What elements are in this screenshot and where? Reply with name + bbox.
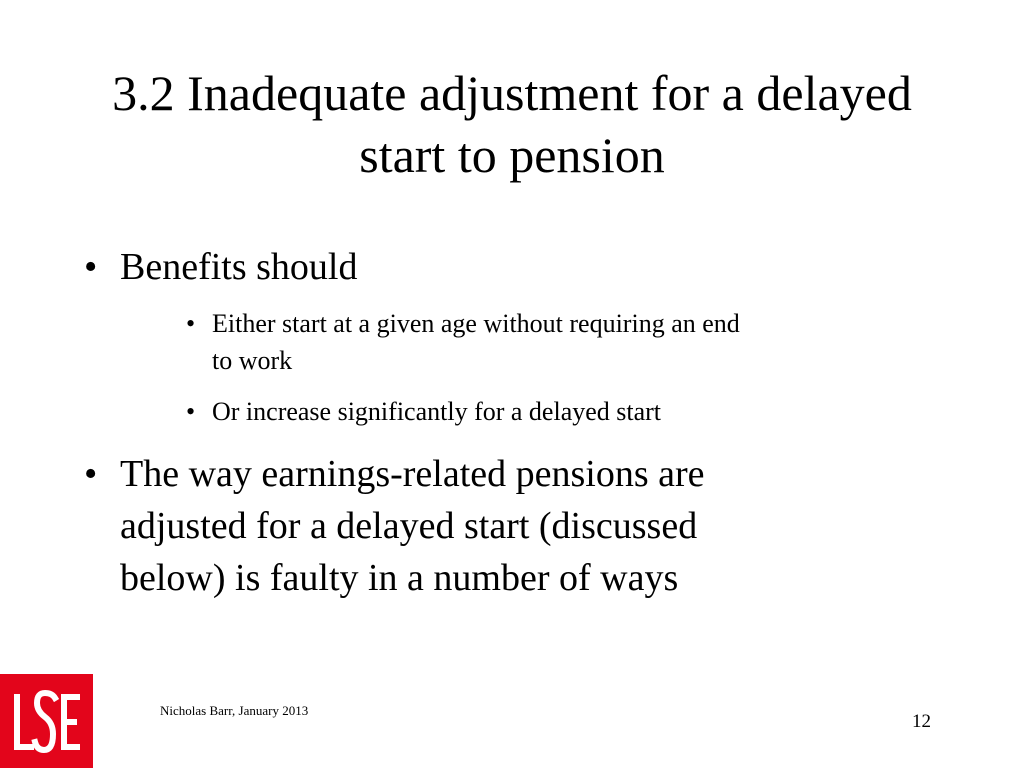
slide-title-line-1: 3.2 Inadequate adjustment for a delayed [112,65,912,121]
bullet-marker: • [84,453,98,495]
sub-bullet-marker: • [186,397,196,426]
sub-bullet-text-line-1: Either start at a given age without requiring an end [212,309,740,338]
bullet-item [84,241,944,293]
page-number: 12 [912,711,931,732]
bullet-text: Benefits should [120,246,358,288]
sub-bullet-item [186,305,946,379]
lse-logo [0,674,93,768]
sub-bullet-text-line-2: to work [212,346,293,375]
bullet-text-line-3: below) is faulty in a number of ways [120,557,679,599]
slide-title-line-2: start to pension [359,127,665,183]
sub-bullet-text-line-1: Or increase significantly for a delayed start [212,397,662,426]
sub-bullet-item [186,393,946,430]
lse-logo-mark [0,674,93,768]
bullet-item [84,448,944,604]
sub-bullet-marker: • [186,309,196,338]
footer-author-date: Nicholas Barr, January 2013 [160,703,309,718]
bullet-marker: • [84,246,98,288]
bullet-text-line-1: The way earnings-related pensions are [120,453,705,495]
bullet-text-line-2: adjusted for a delayed start (discussed [120,505,698,547]
